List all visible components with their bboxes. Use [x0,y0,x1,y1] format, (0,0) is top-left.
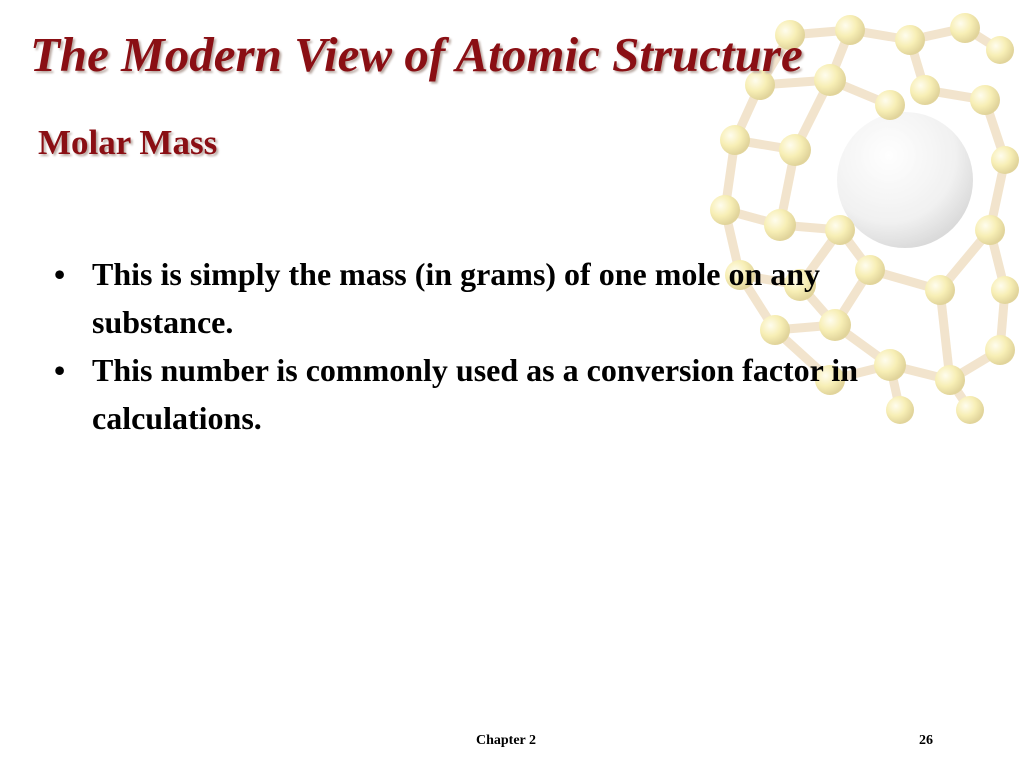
bullet-list [54,250,934,442]
bullet-item [54,250,934,346]
bullet-text: This is simply the mass (in grams) of one mole on any substance. [92,256,821,340]
slide-title: The Modern View of Atomic Structure [30,27,803,82]
slide-subtitle: Molar Mass [38,123,218,162]
footer-page-number: 26 [919,733,933,748]
footer-chapter-label: Chapter 2 [476,733,537,748]
bullet-item [54,346,934,442]
bullet-text: This number is commonly used as a conversion factor in calculations. [92,352,858,436]
bullet-marker: • [54,256,66,292]
bullet-marker: • [54,352,66,388]
